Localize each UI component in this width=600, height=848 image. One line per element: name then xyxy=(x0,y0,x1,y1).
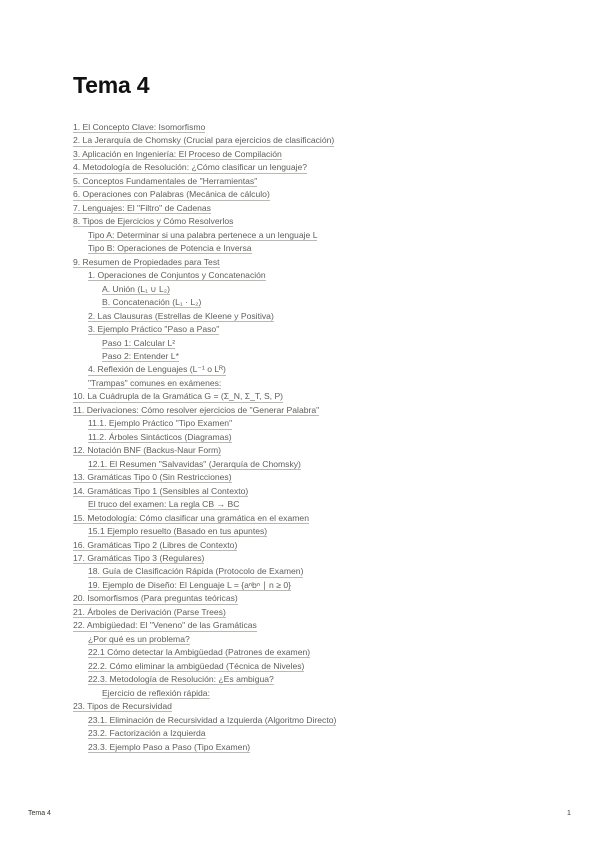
toc-link[interactable] xyxy=(73,485,553,498)
toc-link[interactable] xyxy=(73,269,553,282)
toc-link[interactable] xyxy=(73,377,553,390)
toc-link[interactable] xyxy=(73,646,553,659)
toc-link-text: 22.1 Cómo detectar la Ambigüedad (Patrones de examen) xyxy=(88,647,311,658)
toc-link[interactable] xyxy=(73,660,553,673)
toc-link-text: 7. Lenguajes: El "Filtro" de Cadenas xyxy=(73,202,211,213)
toc-link[interactable] xyxy=(73,404,553,417)
toc-link-text: ¿Por qué es un problema? xyxy=(88,633,190,644)
toc-link[interactable] xyxy=(73,525,553,538)
toc-link-text: 2. Las Clausuras (Estrellas de Kleene y Positiva) xyxy=(88,310,274,321)
toc-link[interactable] xyxy=(73,242,553,255)
toc-link-text: Tipo B: Operaciones de Potencia e Inversa xyxy=(88,243,252,254)
toc-link-text: 23.2. Factorización a Izquierda xyxy=(88,728,206,739)
toc-link-text: 9. Resumen de Propiedades para Test xyxy=(73,256,220,267)
toc-link[interactable] xyxy=(73,256,553,269)
toc-link-text: 8. Tipos de Ejercicios y Cómo Resolverlos xyxy=(73,216,234,227)
toc-link-text: 11.1. Ejemplo Práctico "Tipo Examen" xyxy=(88,418,233,429)
toc-link[interactable] xyxy=(73,458,553,471)
toc-link[interactable] xyxy=(73,363,553,376)
toc-link[interactable] xyxy=(73,727,553,740)
toc-link[interactable] xyxy=(73,121,553,134)
toc-link-text: 15. Metodología: Cómo clasificar una gramática en el examen xyxy=(73,512,309,523)
toc-link[interactable] xyxy=(73,431,553,444)
toc-link[interactable] xyxy=(73,161,553,174)
toc-link[interactable] xyxy=(73,606,553,619)
toc-link-text: 13. Gramáticas Tipo 0 (Sin Restricciones) xyxy=(73,472,232,483)
toc-link[interactable] xyxy=(73,498,553,511)
toc-link-text: 12. Notación BNF (Backus-Naur Form) xyxy=(73,445,222,456)
toc-link[interactable] xyxy=(73,633,553,646)
toc-link[interactable] xyxy=(73,229,553,242)
toc-link-text: 14. Gramáticas Tipo 1 (Sensibles al Contexto) xyxy=(73,485,249,496)
toc-link[interactable] xyxy=(73,296,553,309)
toc-link-text: 3. Ejemplo Práctico "Paso a Paso" xyxy=(88,324,220,335)
toc-link[interactable] xyxy=(73,323,553,336)
page-title: Tema 4 xyxy=(73,72,150,98)
toc-link[interactable] xyxy=(73,579,553,592)
toc-link-text: 5. Conceptos Fundamentales de "Herramientas" xyxy=(73,175,258,186)
toc-link-text: 21. Árboles de Derivación (Parse Trees) xyxy=(73,606,226,617)
toc-link-text: 10. La Cuádrupla de la Gramática G = (Σ_N, Σ_T, S, P) xyxy=(73,391,284,402)
toc-link[interactable] xyxy=(73,202,553,215)
toc-link[interactable] xyxy=(73,444,553,457)
toc-link[interactable] xyxy=(73,134,553,147)
toc-link[interactable] xyxy=(73,417,553,430)
toc-link-text: 22.2. Cómo eliminar la ambigüedad (Técnica de Niveles) xyxy=(88,660,305,671)
toc-link-text: 17. Gramáticas Tipo 3 (Regulares) xyxy=(73,553,205,563)
toc-link[interactable] xyxy=(73,552,553,565)
toc-link[interactable] xyxy=(73,188,553,201)
toc-link-text: 11.2. Árboles Sintácticos (Diagramas) xyxy=(88,431,232,442)
toc-link-text: 23.1. Eliminación de Recursividad a Izquierda (Algoritmo Directo) xyxy=(88,714,337,725)
toc-link-text: Tipo A: Determinar si una palabra pertenece a un lenguaje L xyxy=(88,229,318,240)
toc-link[interactable] xyxy=(73,350,553,363)
toc-link[interactable] xyxy=(73,512,553,525)
toc-link[interactable] xyxy=(73,471,553,484)
toc-link-text: 12.1. El Resumen "Salvavidas" (Jerarquía de Chomsky) xyxy=(88,458,301,469)
footer-page-number: 1 xyxy=(567,810,571,817)
toc-link[interactable] xyxy=(73,539,553,552)
toc-link-text: 2. La Jerarquía de Chomsky (Crucial para ejercicios de clasificación) xyxy=(73,135,335,146)
toc-link[interactable] xyxy=(73,565,553,578)
toc-link-text: El truco del examen: La regla CB → BC xyxy=(88,499,240,510)
footer-title: Tema 4 xyxy=(28,810,51,817)
toc-link-text: 4. Reflexión de Lenguajes (L⁻¹ o Lᴿ) xyxy=(88,364,226,375)
toc-link[interactable] xyxy=(73,592,553,605)
toc-link-text: "Trampas" comunes en exámenes: xyxy=(88,377,222,388)
toc-link-text: 23. Tipos de Recursividad xyxy=(73,701,172,712)
toc-link-text: 1. El Concepto Clave: Isomorfismo xyxy=(73,122,206,132)
toc-link-text: 22. Ambigüedad: El "Veneno" de las Gramáticas xyxy=(73,620,257,631)
toc-link-text: 16. Gramáticas Tipo 2 (Libres de Contexto) xyxy=(73,539,238,550)
toc-link[interactable] xyxy=(73,283,553,296)
toc-link[interactable] xyxy=(73,700,553,713)
toc-link[interactable] xyxy=(73,215,553,228)
toc-link[interactable] xyxy=(73,148,553,161)
toc-link[interactable] xyxy=(73,337,553,350)
toc-link-text: 1. Operaciones de Conjuntos y Concatenación xyxy=(88,270,266,281)
toc-link[interactable] xyxy=(73,310,553,323)
toc-link-text: 3. Aplicación en Ingeniería: El Proceso de Compilación xyxy=(73,148,282,159)
toc-link-text: 4. Metodología de Resolución: ¿Cómo clasificar un lenguaje? xyxy=(73,162,308,173)
table-of-contents xyxy=(73,121,553,754)
toc-link[interactable] xyxy=(73,714,553,727)
toc-link-text: 23.3. Ejemplo Paso a Paso (Tipo Examen) xyxy=(88,741,251,752)
toc-link-text: 11. Derivaciones: Cómo resolver ejercicios de "Generar Palabra" xyxy=(73,404,320,415)
toc-link[interactable] xyxy=(73,390,553,403)
toc-link-text: B. Concatenación (L₁ · L₂) xyxy=(102,297,202,308)
toc-link-text: Ejercicio de reflexión rápida: xyxy=(102,687,210,698)
toc-link-text: Paso 1: Calcular L² xyxy=(102,337,176,348)
toc-link-text: 20. Isomorfismos (Para preguntas teóricas) xyxy=(73,593,238,604)
toc-link-text: 18. Guía de Clasificación Rápida (Protocolo de Examen) xyxy=(88,566,304,577)
toc-link[interactable] xyxy=(73,673,553,686)
toc-link-text: 15.1 Ejemplo resuelto (Basado en tus apuntes) xyxy=(88,526,268,537)
toc-link-text: 22.3. Metodología de Resolución: ¿Es ambigua? xyxy=(88,674,274,685)
toc-link[interactable] xyxy=(73,741,553,754)
toc-link[interactable] xyxy=(73,619,553,632)
toc-link-text: 6. Operaciones con Palabras (Mecánica de cálculo) xyxy=(73,189,270,200)
toc-link-text: A. Unión (L₁ ∪ L₂) xyxy=(102,283,170,294)
toc-link[interactable] xyxy=(73,687,553,700)
toc-link-text: Paso 2: Entender L* xyxy=(102,350,179,361)
toc-link[interactable] xyxy=(73,175,553,188)
toc-link-text: 19. Ejemplo de Diseño: El Lenguaje L = {aⁿbⁿ ∣ n ≥ 0} xyxy=(88,579,291,590)
